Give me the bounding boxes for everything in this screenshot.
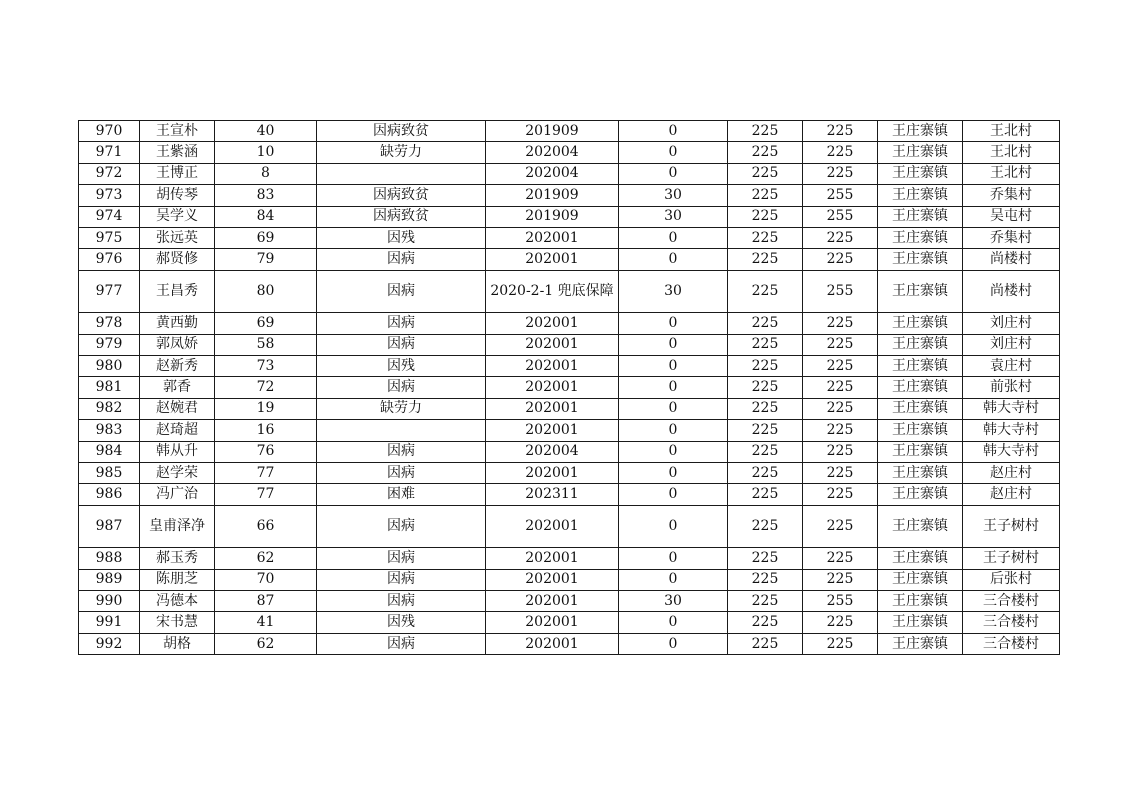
total-amount-cell: 225 [803, 313, 878, 334]
reason-cell: 因残 [317, 612, 486, 633]
table-row [79, 334, 1060, 355]
date-cell: 202001 [486, 591, 619, 612]
village-cell: 三合楼村 [963, 612, 1060, 633]
reason-cell: 因病 [317, 249, 486, 270]
date-cell: 202001 [486, 420, 619, 441]
reason-cell: 因病 [317, 334, 486, 355]
town-cell: 王庄寨镇 [878, 398, 963, 419]
date-cell: 202001 [486, 227, 619, 248]
village-cell: 袁庄村 [963, 356, 1060, 377]
village-cell: 尚楼村 [963, 249, 1060, 270]
total-amount-cell: 255 [803, 270, 878, 313]
village-cell: 王北村 [963, 121, 1060, 142]
roster-table [78, 120, 1060, 655]
table-row [79, 398, 1060, 419]
reason-cell [317, 420, 486, 441]
date-cell: 201909 [486, 185, 619, 206]
name-cell: 郭凤娇 [140, 334, 215, 355]
age-cell: 84 [215, 206, 317, 227]
age-cell: 62 [215, 548, 317, 569]
table-row [79, 484, 1060, 505]
base-amount-cell: 225 [728, 313, 803, 334]
extra-amount-cell: 0 [619, 227, 728, 248]
reason-cell: 因病 [317, 462, 486, 483]
extra-amount-cell: 0 [619, 334, 728, 355]
reason-cell: 因病 [317, 569, 486, 590]
age-cell: 83 [215, 185, 317, 206]
base-amount-cell: 225 [728, 377, 803, 398]
date-cell: 202001 [486, 548, 619, 569]
name-cell: 胡传琴 [140, 185, 215, 206]
extra-amount-cell: 0 [619, 313, 728, 334]
age-cell: 62 [215, 633, 317, 654]
age-cell: 73 [215, 356, 317, 377]
seq-cell: 977 [79, 270, 140, 313]
seq-cell: 982 [79, 398, 140, 419]
town-cell: 王庄寨镇 [878, 121, 963, 142]
total-amount-cell: 225 [803, 334, 878, 355]
seq-cell: 992 [79, 633, 140, 654]
name-cell: 胡格 [140, 633, 215, 654]
village-cell: 吴屯村 [963, 206, 1060, 227]
name-cell: 赵琦超 [140, 420, 215, 441]
base-amount-cell: 225 [728, 484, 803, 505]
extra-amount-cell: 0 [619, 548, 728, 569]
extra-amount-cell: 30 [619, 591, 728, 612]
seq-cell: 975 [79, 227, 140, 248]
age-cell: 16 [215, 420, 317, 441]
reason-cell: 因病 [317, 270, 486, 313]
date-cell: 202004 [486, 441, 619, 462]
base-amount-cell: 225 [728, 505, 803, 548]
extra-amount-cell: 0 [619, 462, 728, 483]
base-amount-cell: 225 [728, 548, 803, 569]
total-amount-cell: 225 [803, 441, 878, 462]
village-cell: 乔集村 [963, 227, 1060, 248]
total-amount-cell: 225 [803, 249, 878, 270]
base-amount-cell: 225 [728, 462, 803, 483]
age-cell: 69 [215, 313, 317, 334]
village-cell: 王子树村 [963, 505, 1060, 548]
extra-amount-cell: 30 [619, 270, 728, 313]
village-cell: 王北村 [963, 163, 1060, 184]
name-cell: 宋书慧 [140, 612, 215, 633]
table-row [79, 270, 1060, 313]
total-amount-cell: 225 [803, 612, 878, 633]
seq-cell: 987 [79, 505, 140, 548]
town-cell: 王庄寨镇 [878, 548, 963, 569]
date-cell: 202001 [486, 462, 619, 483]
date-cell: 202001 [486, 249, 619, 270]
base-amount-cell: 225 [728, 356, 803, 377]
name-cell: 郝贤修 [140, 249, 215, 270]
date-cell: 202001 [486, 377, 619, 398]
age-cell: 80 [215, 270, 317, 313]
town-cell: 王庄寨镇 [878, 163, 963, 184]
table-row [79, 633, 1060, 654]
town-cell: 王庄寨镇 [878, 185, 963, 206]
name-cell: 王紫涵 [140, 142, 215, 163]
date-cell: 201909 [486, 121, 619, 142]
reason-cell: 因病致贫 [317, 185, 486, 206]
reason-cell: 缺劳力 [317, 142, 486, 163]
village-cell: 前张村 [963, 377, 1060, 398]
extra-amount-cell: 0 [619, 121, 728, 142]
village-cell: 赵庄村 [963, 484, 1060, 505]
total-amount-cell: 225 [803, 462, 878, 483]
total-amount-cell: 225 [803, 142, 878, 163]
seq-cell: 986 [79, 484, 140, 505]
village-cell: 赵庄村 [963, 462, 1060, 483]
age-cell: 72 [215, 377, 317, 398]
name-cell: 赵婉君 [140, 398, 215, 419]
total-amount-cell: 225 [803, 505, 878, 548]
village-cell: 三合楼村 [963, 633, 1060, 654]
seq-cell: 974 [79, 206, 140, 227]
reason-cell: 因残 [317, 356, 486, 377]
extra-amount-cell: 0 [619, 569, 728, 590]
roster-body [79, 121, 1060, 655]
seq-cell: 970 [79, 121, 140, 142]
town-cell: 王庄寨镇 [878, 227, 963, 248]
table-row [79, 206, 1060, 227]
base-amount-cell: 225 [728, 420, 803, 441]
name-cell: 冯广治 [140, 484, 215, 505]
date-cell: 202004 [486, 163, 619, 184]
reason-cell: 因病 [317, 377, 486, 398]
total-amount-cell: 225 [803, 121, 878, 142]
village-cell: 王子树村 [963, 548, 1060, 569]
seq-cell: 988 [79, 548, 140, 569]
table-row [79, 185, 1060, 206]
base-amount-cell: 225 [728, 121, 803, 142]
reason-cell: 因病 [317, 591, 486, 612]
name-cell: 吴学义 [140, 206, 215, 227]
table-row [79, 569, 1060, 590]
extra-amount-cell: 0 [619, 398, 728, 419]
extra-amount-cell: 0 [619, 249, 728, 270]
date-cell: 202311 [486, 484, 619, 505]
date-cell: 202001 [486, 398, 619, 419]
age-cell: 79 [215, 249, 317, 270]
town-cell: 王庄寨镇 [878, 313, 963, 334]
village-cell: 三合楼村 [963, 591, 1060, 612]
seq-cell: 976 [79, 249, 140, 270]
total-amount-cell: 225 [803, 377, 878, 398]
base-amount-cell: 225 [728, 206, 803, 227]
reason-cell: 因病 [317, 313, 486, 334]
town-cell: 王庄寨镇 [878, 270, 963, 313]
base-amount-cell: 225 [728, 441, 803, 462]
town-cell: 王庄寨镇 [878, 505, 963, 548]
total-amount-cell: 225 [803, 227, 878, 248]
town-cell: 王庄寨镇 [878, 441, 963, 462]
table-row [79, 591, 1060, 612]
total-amount-cell: 225 [803, 484, 878, 505]
town-cell: 王庄寨镇 [878, 356, 963, 377]
table-row [79, 356, 1060, 377]
base-amount-cell: 225 [728, 249, 803, 270]
reason-cell: 因病致贫 [317, 121, 486, 142]
age-cell: 87 [215, 591, 317, 612]
village-cell: 乔集村 [963, 185, 1060, 206]
total-amount-cell: 225 [803, 356, 878, 377]
name-cell: 赵新秀 [140, 356, 215, 377]
base-amount-cell: 225 [728, 185, 803, 206]
village-cell: 后张村 [963, 569, 1060, 590]
extra-amount-cell: 0 [619, 484, 728, 505]
table-row [79, 612, 1060, 633]
total-amount-cell: 225 [803, 398, 878, 419]
base-amount-cell: 225 [728, 227, 803, 248]
town-cell: 王庄寨镇 [878, 612, 963, 633]
age-cell: 19 [215, 398, 317, 419]
extra-amount-cell: 0 [619, 633, 728, 654]
base-amount-cell: 225 [728, 398, 803, 419]
base-amount-cell: 225 [728, 591, 803, 612]
base-amount-cell: 225 [728, 633, 803, 654]
name-cell: 郭香 [140, 377, 215, 398]
table-row [79, 420, 1060, 441]
total-amount-cell: 225 [803, 569, 878, 590]
village-cell: 王北村 [963, 142, 1060, 163]
name-cell: 黄西勤 [140, 313, 215, 334]
name-cell: 皇甫泽净 [140, 505, 215, 548]
seq-cell: 983 [79, 420, 140, 441]
reason-cell: 因残 [317, 227, 486, 248]
date-cell: 202001 [486, 505, 619, 548]
town-cell: 王庄寨镇 [878, 484, 963, 505]
table-row [79, 121, 1060, 142]
reason-cell: 因病致贫 [317, 206, 486, 227]
village-cell: 韩大寺村 [963, 420, 1060, 441]
seq-cell: 973 [79, 185, 140, 206]
seq-cell: 980 [79, 356, 140, 377]
name-cell: 王博正 [140, 163, 215, 184]
age-cell: 77 [215, 462, 317, 483]
age-cell: 8 [215, 163, 317, 184]
village-cell: 刘庄村 [963, 334, 1060, 355]
table-row [79, 462, 1060, 483]
seq-cell: 991 [79, 612, 140, 633]
date-cell: 202004 [486, 142, 619, 163]
age-cell: 70 [215, 569, 317, 590]
extra-amount-cell: 30 [619, 185, 728, 206]
town-cell: 王庄寨镇 [878, 142, 963, 163]
town-cell: 王庄寨镇 [878, 462, 963, 483]
seq-cell: 989 [79, 569, 140, 590]
date-cell: 201909 [486, 206, 619, 227]
reason-cell: 缺劳力 [317, 398, 486, 419]
base-amount-cell: 225 [728, 612, 803, 633]
base-amount-cell: 225 [728, 142, 803, 163]
date-cell: 202001 [486, 313, 619, 334]
date-cell: 202001 [486, 633, 619, 654]
seq-cell: 979 [79, 334, 140, 355]
age-cell: 10 [215, 142, 317, 163]
town-cell: 王庄寨镇 [878, 633, 963, 654]
seq-cell: 981 [79, 377, 140, 398]
name-cell: 冯德本 [140, 591, 215, 612]
table-row [79, 313, 1060, 334]
extra-amount-cell: 30 [619, 206, 728, 227]
total-amount-cell: 255 [803, 591, 878, 612]
table-row [79, 377, 1060, 398]
town-cell: 王庄寨镇 [878, 334, 963, 355]
town-cell: 王庄寨镇 [878, 591, 963, 612]
town-cell: 王庄寨镇 [878, 206, 963, 227]
seq-cell: 990 [79, 591, 140, 612]
age-cell: 41 [215, 612, 317, 633]
date-cell: 202001 [486, 334, 619, 355]
base-amount-cell: 225 [728, 334, 803, 355]
extra-amount-cell: 0 [619, 441, 728, 462]
total-amount-cell: 225 [803, 420, 878, 441]
age-cell: 66 [215, 505, 317, 548]
table-row [79, 441, 1060, 462]
extra-amount-cell: 0 [619, 505, 728, 548]
reason-cell: 因病 [317, 441, 486, 462]
extra-amount-cell: 0 [619, 420, 728, 441]
name-cell: 张远英 [140, 227, 215, 248]
town-cell: 王庄寨镇 [878, 249, 963, 270]
date-cell: 202001 [486, 569, 619, 590]
reason-cell: 因病 [317, 548, 486, 569]
base-amount-cell: 225 [728, 270, 803, 313]
age-cell: 58 [215, 334, 317, 355]
name-cell: 王宣朴 [140, 121, 215, 142]
reason-cell: 因病 [317, 505, 486, 548]
date-cell: 2020-2-1 兜底保障 [486, 270, 619, 313]
seq-cell: 971 [79, 142, 140, 163]
seq-cell: 984 [79, 441, 140, 462]
total-amount-cell: 255 [803, 185, 878, 206]
total-amount-cell: 255 [803, 206, 878, 227]
table-row [79, 505, 1060, 548]
age-cell: 76 [215, 441, 317, 462]
total-amount-cell: 225 [803, 548, 878, 569]
reason-cell: 困难 [317, 484, 486, 505]
name-cell: 陈朋芝 [140, 569, 215, 590]
total-amount-cell: 225 [803, 163, 878, 184]
total-amount-cell: 225 [803, 633, 878, 654]
table-row [79, 142, 1060, 163]
age-cell: 77 [215, 484, 317, 505]
seq-cell: 985 [79, 462, 140, 483]
extra-amount-cell: 0 [619, 356, 728, 377]
name-cell: 韩从升 [140, 441, 215, 462]
village-cell: 韩大寺村 [963, 398, 1060, 419]
base-amount-cell: 225 [728, 163, 803, 184]
village-cell: 刘庄村 [963, 313, 1060, 334]
extra-amount-cell: 0 [619, 612, 728, 633]
town-cell: 王庄寨镇 [878, 420, 963, 441]
reason-cell: 因病 [317, 633, 486, 654]
seq-cell: 978 [79, 313, 140, 334]
reason-cell [317, 163, 486, 184]
base-amount-cell: 225 [728, 569, 803, 590]
extra-amount-cell: 0 [619, 142, 728, 163]
table-row [79, 163, 1060, 184]
age-cell: 40 [215, 121, 317, 142]
table-row [79, 249, 1060, 270]
name-cell: 赵学荣 [140, 462, 215, 483]
village-cell: 尚楼村 [963, 270, 1060, 313]
extra-amount-cell: 0 [619, 163, 728, 184]
name-cell: 郝玉秀 [140, 548, 215, 569]
extra-amount-cell: 0 [619, 377, 728, 398]
date-cell: 202001 [486, 356, 619, 377]
table-row [79, 227, 1060, 248]
age-cell: 69 [215, 227, 317, 248]
date-cell: 202001 [486, 612, 619, 633]
table-row [79, 548, 1060, 569]
seq-cell: 972 [79, 163, 140, 184]
village-cell: 韩大寺村 [963, 441, 1060, 462]
name-cell: 王昌秀 [140, 270, 215, 313]
town-cell: 王庄寨镇 [878, 377, 963, 398]
town-cell: 王庄寨镇 [878, 569, 963, 590]
